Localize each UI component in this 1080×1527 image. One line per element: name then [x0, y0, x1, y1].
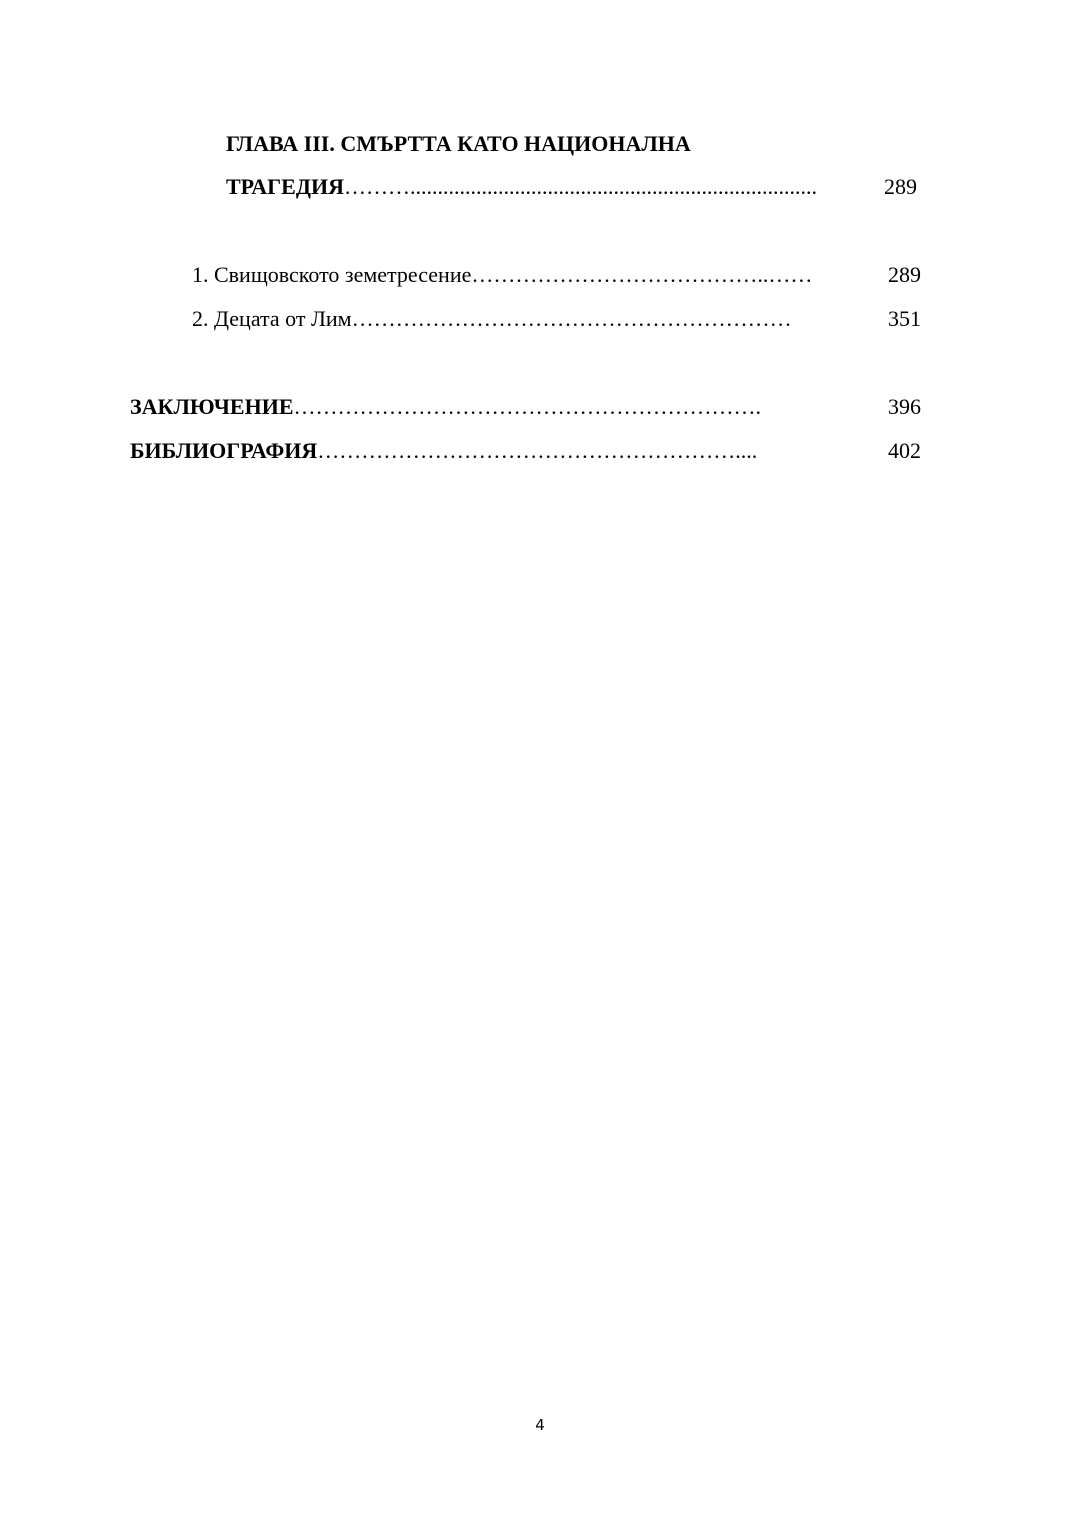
page-number: 289 [884, 174, 917, 199]
page-number: 396 [888, 394, 921, 419]
page-number: 402 [888, 438, 921, 463]
dot-leader: ………………………………………………….... [317, 438, 758, 463]
toc-entry-chapter [226, 174, 917, 200]
footer-page-number: 4 [535, 1416, 545, 1434]
dot-leader: ……….......................................................................... [344, 174, 817, 199]
toc-entry-conclusion [130, 394, 921, 420]
section-label: 1. Свищовското земетресение [192, 262, 472, 287]
toc-entry-section-2 [192, 306, 921, 332]
toc-entry-bibliography [130, 438, 921, 464]
chapter-title-line1: ГЛАВА III. СМЪРТТА КАТО НАЦИОНАЛНА [226, 131, 691, 156]
dot-leader: ………………………………………………………. [293, 394, 761, 419]
chapter-title-line2: ТРАГЕДИЯ [226, 174, 344, 199]
bibliography-label: БИБЛИОГРАФИЯ [130, 438, 318, 463]
dot-leader: …………………………………………………… [351, 306, 792, 331]
section-label: 2. Децата от Лим [192, 306, 352, 331]
dot-leader: …………………………………..…… [471, 262, 813, 287]
toc-entry-section-1 [192, 262, 921, 288]
page-number: 351 [888, 306, 921, 331]
conclusion-label: ЗАКЛЮЧЕНИЕ [130, 394, 294, 419]
page-number: 289 [888, 262, 921, 287]
